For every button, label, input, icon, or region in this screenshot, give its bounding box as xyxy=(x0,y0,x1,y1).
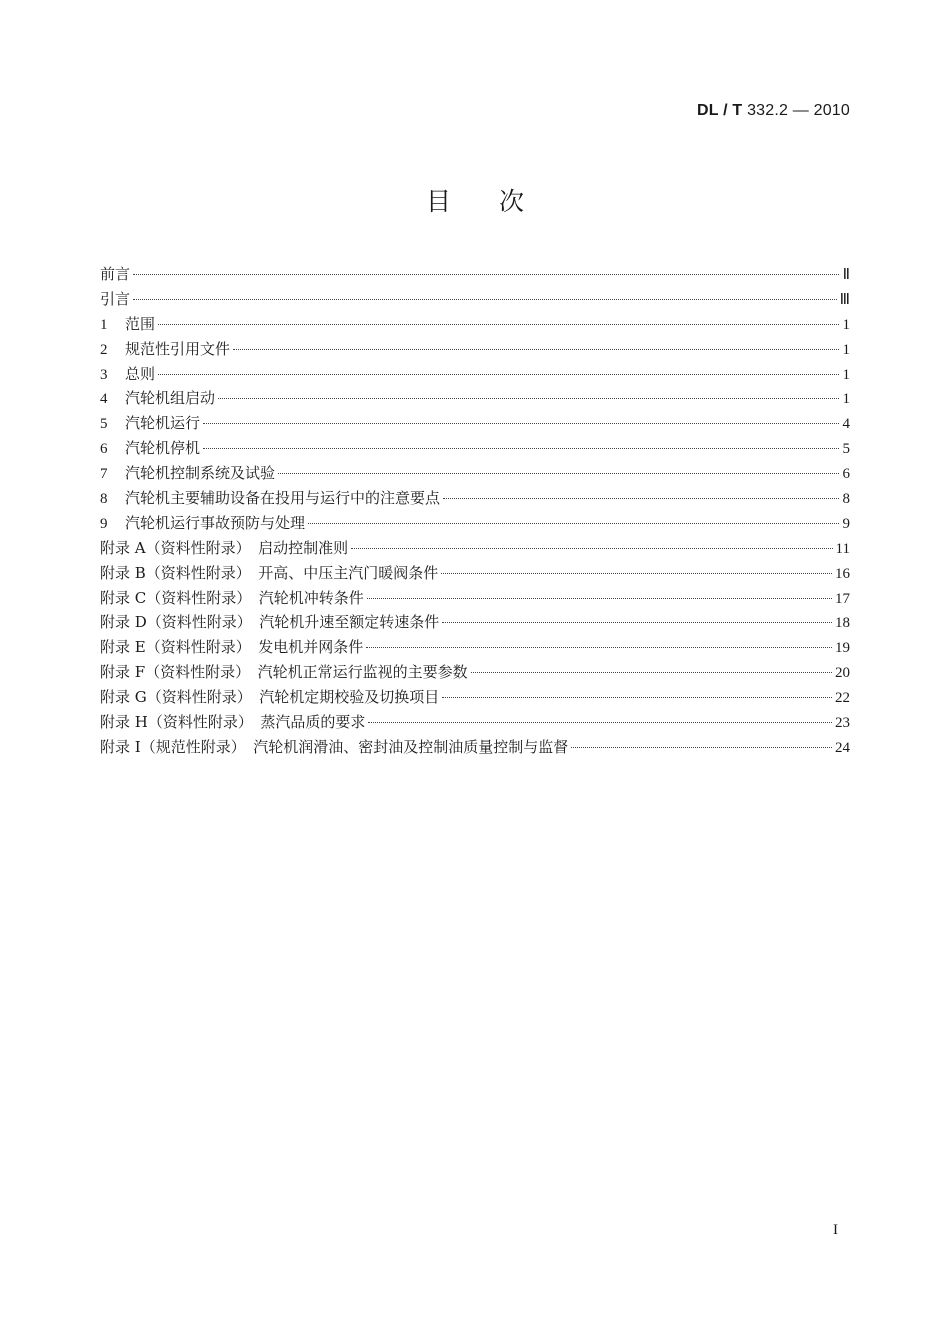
toc-entry-label: 附录 I（规范性附录） 汽轮机润滑油、密封油及控制油质量控制与监督 xyxy=(100,737,569,756)
toc-entry[interactable] xyxy=(100,337,850,362)
toc-entry-number: 6 xyxy=(100,441,108,458)
toc-entry-page: 9 xyxy=(842,515,850,532)
toc-entry-label: 汽轮机组启动 xyxy=(125,389,216,408)
toc-entry-page: 8 xyxy=(842,491,850,508)
toc-dot-leader xyxy=(571,747,832,748)
toc-entry[interactable] xyxy=(100,411,850,436)
toc-entry-label: 规范性引用文件 xyxy=(125,339,231,358)
toc-entry-page: 6 xyxy=(842,466,850,483)
toc-entry-label: 范围 xyxy=(125,314,156,333)
toc-entry[interactable] xyxy=(100,536,850,561)
toc-dot-leader xyxy=(367,598,832,599)
toc-entry-page: 22 xyxy=(835,690,850,707)
toc-entry[interactable] xyxy=(100,386,850,411)
toc-dot-leader xyxy=(158,324,839,325)
toc-dot-leader xyxy=(443,498,839,499)
toc-entry-page: 24 xyxy=(835,739,850,756)
toc-entry-label: 引言 xyxy=(100,289,131,308)
toc-entry-label: 附录 B（资料性附录） 开高、中压主汽门暖阀条件 xyxy=(100,563,439,582)
toc-entry-label: 汽轮机运行事故预防与处理 xyxy=(125,513,306,532)
toc-entry-page: 16 xyxy=(835,565,850,582)
toc-entry-label: 前言 xyxy=(100,265,131,283)
page-number: I xyxy=(833,1222,838,1238)
toc-entry[interactable] xyxy=(100,262,850,287)
toc-entry-page: 5 xyxy=(842,441,850,458)
standard-prefix: DL / T xyxy=(697,102,743,119)
toc-entry-number: 1 xyxy=(100,316,108,333)
toc-entry-number: 2 xyxy=(100,341,108,358)
toc-dot-leader xyxy=(133,274,839,275)
standard-number: 332.2 — 2010 xyxy=(747,102,850,119)
toc-entry-page: 11 xyxy=(835,540,850,557)
toc-entry-label: 附录 D（资料性附录） 汽轮机升速至额定转速条件 xyxy=(100,613,440,632)
toc-entry[interactable] xyxy=(100,312,850,337)
toc-entry[interactable] xyxy=(100,735,850,760)
table-of-contents xyxy=(100,262,850,760)
toc-dot-leader xyxy=(351,548,832,549)
toc-entry-page: 23 xyxy=(835,715,850,732)
toc-entry-page: 1 xyxy=(842,366,850,383)
toc-entry-label: 附录 C（资料性附录） 汽轮机冲转条件 xyxy=(100,588,364,607)
toc-dot-leader xyxy=(203,448,839,449)
page-title xyxy=(0,182,950,218)
toc-dot-leader xyxy=(233,349,839,350)
toc-entry-label: 附录 G（资料性附录） 汽轮机定期校验及切换项目 xyxy=(100,688,440,707)
toc-entry-label: 汽轮机控制系统及试验 xyxy=(125,464,276,483)
toc-entry[interactable] xyxy=(100,511,850,536)
toc-entry[interactable] xyxy=(100,710,850,735)
toc-dot-leader xyxy=(441,573,832,574)
toc-dot-leader xyxy=(158,374,839,375)
title-char-2: 次 xyxy=(499,187,525,216)
toc-entry-page: 1 xyxy=(842,341,850,358)
toc-entry[interactable] xyxy=(100,486,850,511)
toc-entry[interactable] xyxy=(100,610,850,635)
toc-entry[interactable] xyxy=(100,287,850,312)
standard-code xyxy=(697,102,850,120)
toc-dot-leader xyxy=(133,299,837,300)
toc-entry-number: 9 xyxy=(100,515,108,532)
toc-dot-leader xyxy=(203,423,839,424)
toc-entry[interactable] xyxy=(100,685,850,710)
toc-entry[interactable] xyxy=(100,586,850,611)
toc-entry-page: Ⅲ xyxy=(839,291,850,308)
toc-dot-leader xyxy=(308,523,839,524)
toc-entry-label: 附录 E（资料性附录） 发电机并网条件 xyxy=(100,638,364,657)
toc-dot-leader xyxy=(442,622,832,623)
toc-entry-number: 7 xyxy=(100,466,108,483)
toc-entry[interactable] xyxy=(100,635,850,660)
toc-entry-page: 19 xyxy=(835,640,850,657)
toc-entry-page: 1 xyxy=(842,316,850,333)
toc-entry-page: 4 xyxy=(842,416,850,433)
toc-entry-label: 附录 F（资料性附录） 汽轮机正常运行监视的主要参数 xyxy=(100,663,468,682)
toc-entry[interactable] xyxy=(100,436,850,461)
toc-entry-page: 18 xyxy=(835,615,850,632)
toc-entry-label: 汽轮机运行 xyxy=(125,414,201,433)
toc-entry-number: 4 xyxy=(100,391,108,408)
toc-entry-page: 1 xyxy=(842,391,850,408)
toc-entry-page: Ⅱ xyxy=(842,267,850,283)
toc-entry[interactable] xyxy=(100,362,850,387)
toc-entry-number: 5 xyxy=(100,416,108,433)
toc-entry-label: 汽轮机停机 xyxy=(125,439,201,458)
toc-dot-leader xyxy=(442,697,832,698)
toc-entry-number: 8 xyxy=(100,491,108,508)
toc-entry-page: 17 xyxy=(835,590,850,607)
toc-entry-label: 附录 H（资料性附录） 蒸汽品质的要求 xyxy=(100,713,366,732)
toc-entry[interactable] xyxy=(100,561,850,586)
toc-entry[interactable] xyxy=(100,461,850,486)
toc-dot-leader xyxy=(366,647,832,648)
toc-dot-leader xyxy=(218,398,839,399)
toc-entry-page: 20 xyxy=(835,665,850,682)
toc-entry[interactable] xyxy=(100,660,850,685)
toc-dot-leader xyxy=(278,473,839,474)
toc-dot-leader xyxy=(368,722,832,723)
toc-entry-label: 附录 A（资料性附录） 启动控制准则 xyxy=(100,538,349,557)
toc-entry-label: 总则 xyxy=(125,364,156,383)
toc-entry-label: 汽轮机主要辅助设备在投用与运行中的注意要点 xyxy=(125,489,441,508)
title-char-1: 目 xyxy=(425,187,451,216)
toc-entry-number: 3 xyxy=(100,366,108,383)
toc-dot-leader xyxy=(471,672,832,673)
